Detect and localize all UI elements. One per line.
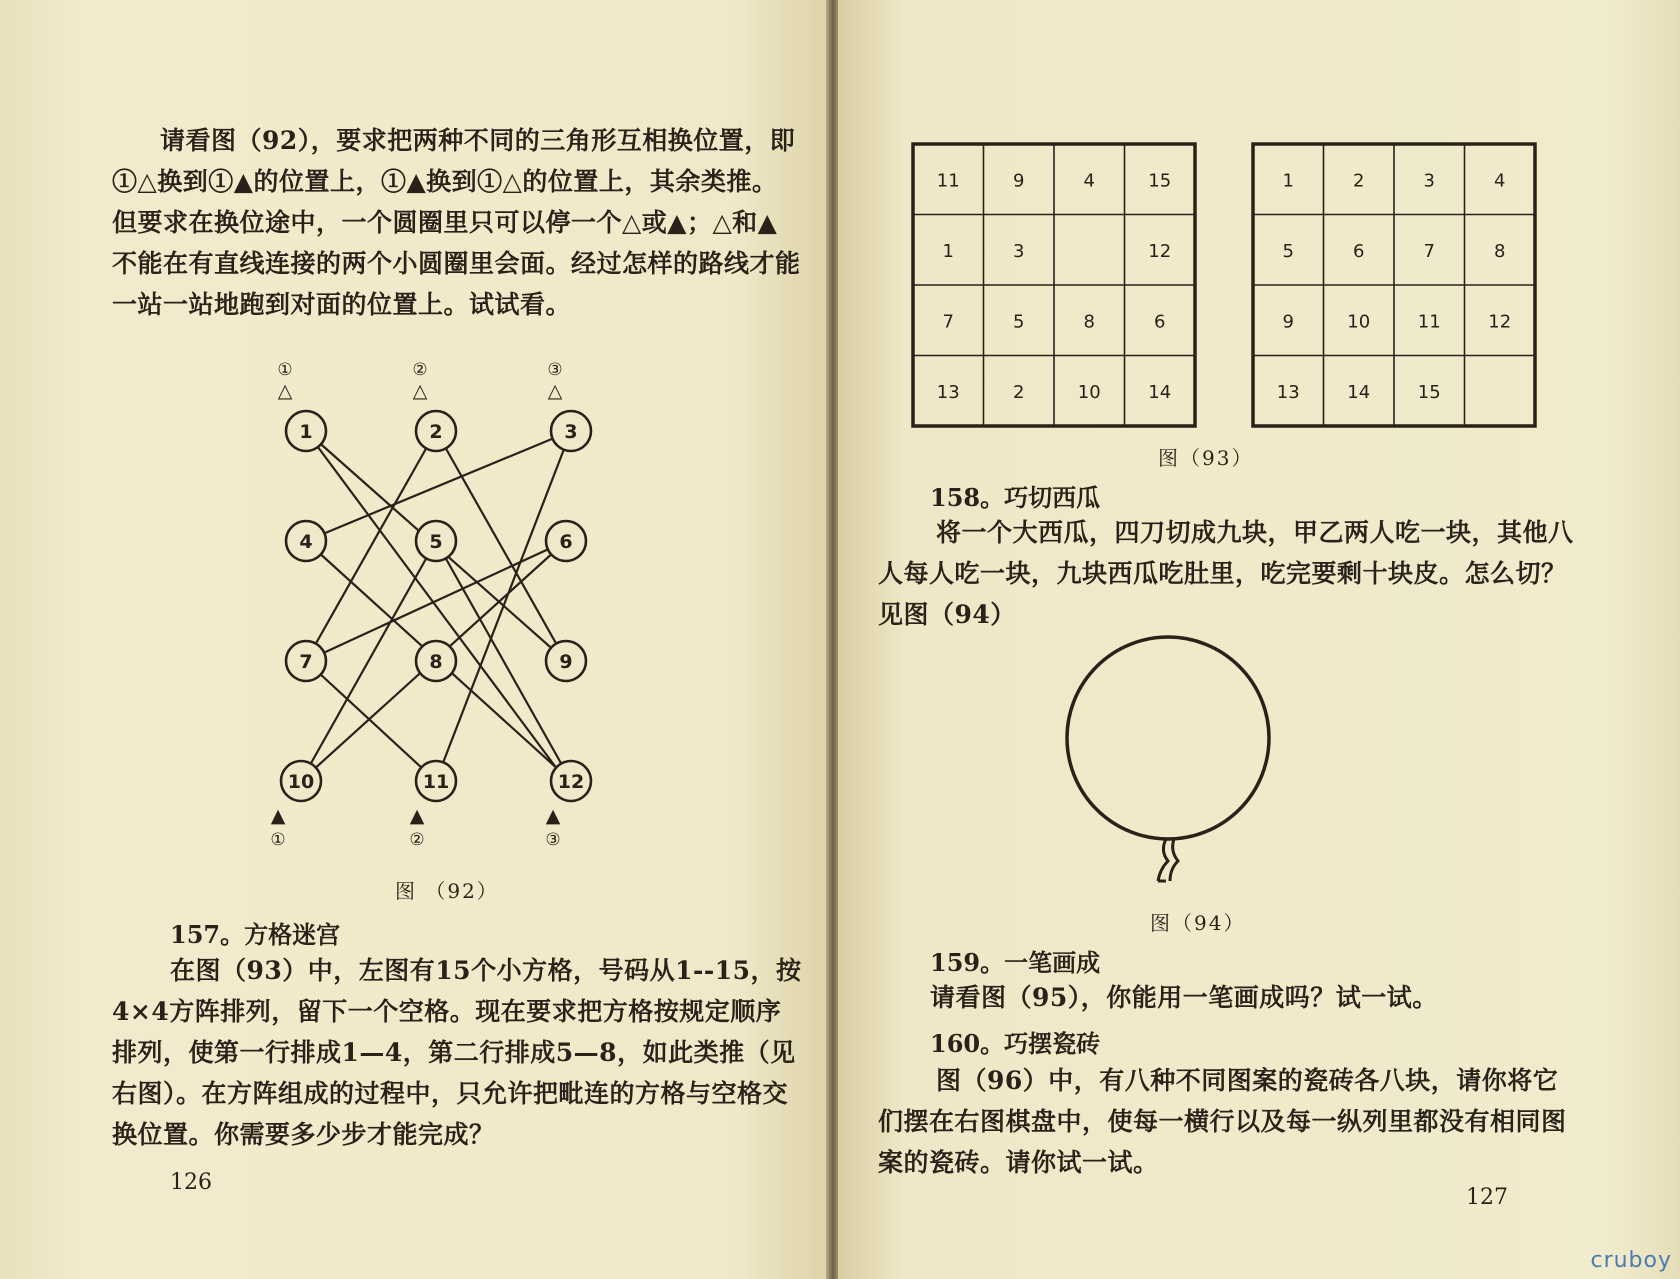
svg-text:1: 1 <box>299 421 313 443</box>
svg-text:▲: ▲ <box>545 805 561 827</box>
grid-cell-number: 7 <box>942 311 954 333</box>
fig92-node <box>416 641 456 681</box>
fig92-node <box>416 761 456 801</box>
grid-cell-number: 1 <box>942 240 954 262</box>
fig92-node <box>286 411 326 451</box>
figure-94 <box>1058 628 1288 898</box>
grid-cell-number: 4 <box>1494 170 1506 192</box>
grid-cell-number: 14 <box>1148 381 1172 403</box>
fig92-node <box>281 761 321 801</box>
svg-text:8: 8 <box>429 651 443 673</box>
fig92-top-markers <box>277 360 562 402</box>
svg-text:②: ② <box>409 830 425 850</box>
svg-text:3: 3 <box>564 421 578 443</box>
grid-cell-number: 13 <box>1276 381 1300 403</box>
fig92-top-marker <box>412 360 427 402</box>
fig92-node <box>546 641 586 681</box>
svg-text:①: ① <box>277 360 293 380</box>
page-number-right: 127 <box>1466 1185 1508 1210</box>
fig92-node <box>551 411 591 451</box>
svg-text:△: △ <box>412 380 428 402</box>
svg-text:③: ③ <box>547 360 563 380</box>
fig92-bottom-marker <box>270 805 285 850</box>
section157-body: 在图（93）中，左图有15个小方格，号码从1--15，按4×4方阵排列，留下一个空格。现在要求把方格按规定顺序排列，使第一行排成1—4，第二行排成5—8，如此类推（见右图）。在方阵组成的过程中，只允许把毗连的方格与空格交换位置。你需要多少步才能完成？ <box>112 956 802 1149</box>
section160-body: 图（96）中，有八种不同图案的瓷砖各八块，请你将它们摆在右图棋盘中，使每一横行以及每一纵列里都没有相同图案的瓷砖。请你试一试。 <box>878 1066 1567 1177</box>
svg-text:11: 11 <box>422 771 450 793</box>
watermelon-stem <box>1158 839 1178 881</box>
fig92-bottom-markers <box>270 805 560 850</box>
fig92-node <box>286 641 326 681</box>
grid-cell-number: 5 <box>1282 240 1294 262</box>
grid-cell-number: 7 <box>1423 240 1435 262</box>
svg-text:△: △ <box>547 380 563 402</box>
grid-cell-number: 8 <box>1494 240 1506 262</box>
fig92-lines <box>301 431 571 781</box>
fig92-top-marker <box>547 360 562 402</box>
svg-text:5: 5 <box>429 531 443 553</box>
grid-cell-number: 10 <box>1077 381 1101 403</box>
grid-cell-number: 1 <box>1282 170 1294 192</box>
grid-cell-number: 11 <box>936 170 960 192</box>
grid-cell-number: 15 <box>1417 381 1441 403</box>
svg-text:2: 2 <box>429 421 443 443</box>
figure-92 <box>240 355 640 860</box>
svg-text:②: ② <box>412 360 428 380</box>
fig92-node <box>551 761 591 801</box>
grid-cell-number: 10 <box>1347 311 1371 333</box>
fig92-top-marker <box>277 360 292 402</box>
section158-heading: 158。巧切西瓜 <box>930 483 1101 512</box>
section159-body: 请看图（95），你能用一笔画成吗？试一试。 <box>930 983 1438 1012</box>
svg-text:4: 4 <box>299 531 313 553</box>
svg-text:9: 9 <box>559 651 573 673</box>
grid-cell-number: 2 <box>1013 381 1025 403</box>
section157-heading: 157。方格迷宫 <box>170 920 341 949</box>
fig93-caption: 图（93） <box>1158 446 1254 470</box>
grid-cell-number: 5 <box>1013 311 1025 333</box>
section160-heading: 160。巧摆瓷砖 <box>930 1029 1101 1058</box>
fig94-caption: 图（94） <box>1150 911 1246 935</box>
grid-cell-number: 9 <box>1013 170 1025 192</box>
fig92-node <box>416 411 456 451</box>
svg-text:③: ③ <box>545 830 561 850</box>
fig93-left-grid <box>908 140 1200 430</box>
grid-cell-number: 9 <box>1282 311 1294 333</box>
grid-cell-number: 12 <box>1148 240 1172 262</box>
grid-cell-number: 6 <box>1154 311 1166 333</box>
section158-body: 将一个大西瓜，四刀切成九块，甲乙两人吃一块，其他八人每人吃一块，九块西瓜吃肚里，吃完要剩十块皮。怎么切？见图（94） <box>878 518 1574 629</box>
right-page <box>838 0 1680 1279</box>
watermark-text: cruboy <box>1590 1248 1672 1273</box>
left-page <box>0 0 832 1279</box>
grid-cell-number: 11 <box>1417 311 1441 333</box>
fig92-node <box>286 521 326 561</box>
grid-cell-number: 6 <box>1353 240 1365 262</box>
fig92-bottom-marker <box>409 805 424 850</box>
grid-cell-number: 2 <box>1353 170 1365 192</box>
grid-cell-number: 3 <box>1013 240 1025 262</box>
fig92-node <box>416 521 456 561</box>
intro-paragraph: 请看图（92），要求把两种不同的三角形互相换位置，即①△换到①▲的位置上，①▲换到①△的位置上，其余类推。但要求在换位途中，一个圆圈里只可以停一个△或▲；△和▲不能在有直线连接的两个小圆圈里会面。经过怎样的路线才能一站一站地跑到对面的位置上。试试看。 <box>112 126 801 319</box>
svg-text:6: 6 <box>559 531 573 553</box>
fig93-right-grid <box>1248 140 1540 430</box>
grid-cell-number: 12 <box>1488 311 1512 333</box>
svg-text:△: △ <box>277 380 293 402</box>
svg-text:▲: ▲ <box>270 805 286 827</box>
svg-text:10: 10 <box>287 771 315 793</box>
grid-cell-number: 8 <box>1083 311 1095 333</box>
fig92-caption: 图 （92） <box>395 879 499 903</box>
watermelon-circle <box>1067 637 1269 839</box>
grid-cell-number: 3 <box>1423 170 1435 192</box>
grid-cell-number: 15 <box>1148 170 1172 192</box>
svg-text:①: ① <box>270 830 286 850</box>
page-number-left: 126 <box>170 1170 212 1195</box>
section159-heading: 159。一笔画成 <box>930 948 1101 977</box>
grid-cell-number: 14 <box>1347 381 1371 403</box>
grid-cell-number: 13 <box>936 381 960 403</box>
fig92-bottom-marker <box>545 805 560 850</box>
grid-cell-number: 4 <box>1083 170 1095 192</box>
fig92-node <box>546 521 586 561</box>
svg-text:▲: ▲ <box>409 805 425 827</box>
svg-text:7: 7 <box>299 651 313 673</box>
svg-text:12: 12 <box>557 771 585 793</box>
